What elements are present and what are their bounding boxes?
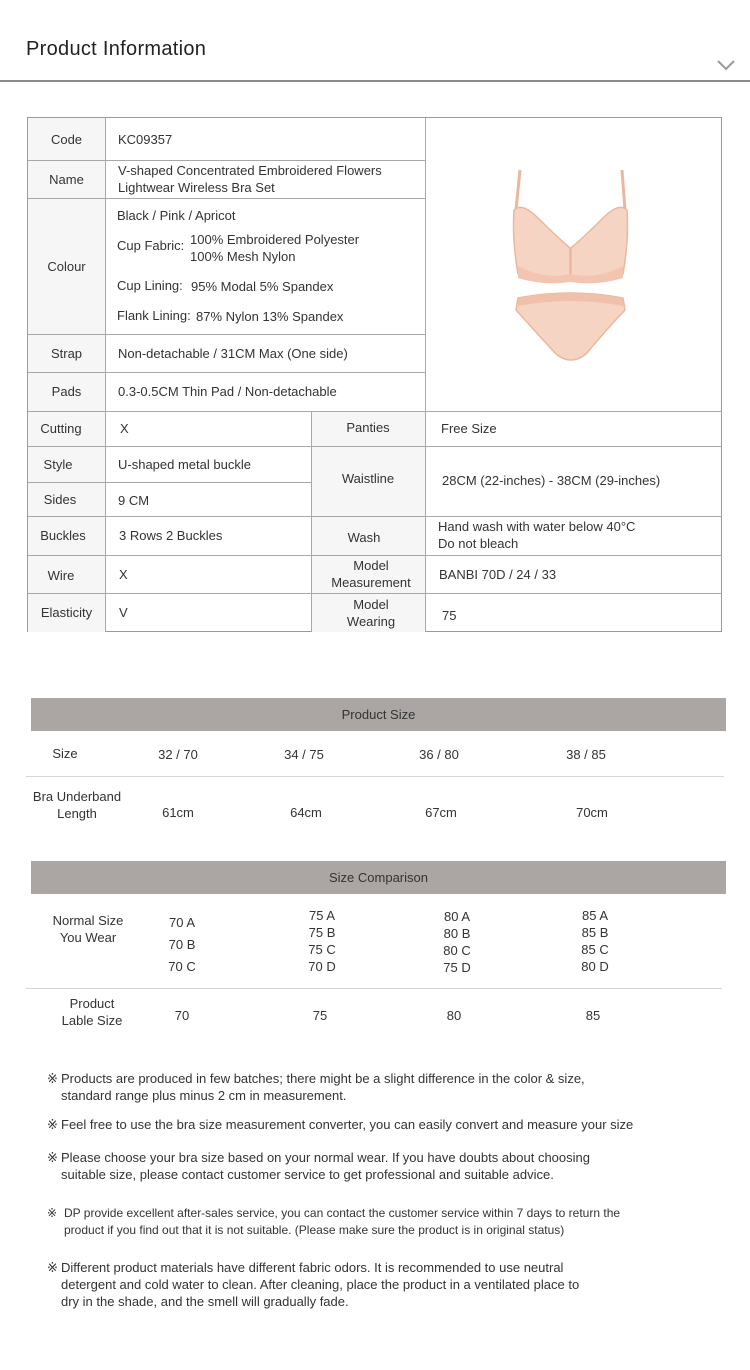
buckles-value: 3 Rows 2 Buckles: [119, 528, 223, 543]
pads-value: 0.3-0.5CM Thin Pad / Non-detachable: [118, 384, 337, 399]
underband-cell: 64cm: [290, 805, 322, 820]
size-cell: 34 / 75: [284, 747, 324, 762]
normal-size-col: 70 A 70 B 70 C: [168, 915, 196, 974]
size-label: Size: [52, 746, 78, 761]
code-value: KC09357: [118, 131, 173, 147]
cup-lining-label: Cup Lining:: [117, 278, 183, 293]
panties-value: Free Size: [441, 421, 497, 436]
underband-cell: 61cm: [162, 805, 194, 820]
product-info-table: [27, 117, 722, 632]
underband-cell: 67cm: [425, 805, 457, 820]
strap-label: Strap: [50, 345, 83, 361]
divider: [26, 988, 722, 989]
note-5: ※ Different product materials have different fabric odors. It is recommended to use neutral detergent and cold water to clean. After cleaning, place the product in a ventilated place to dry in the shade, and the smell will gradually fade.: [47, 1260, 580, 1309]
wash-value: Hand wash with water below 40°C Do not bleach: [438, 519, 636, 551]
normal-size-col: 75 A 75 B 75 C 70 D: [308, 908, 336, 974]
normal-size-col: 80 A 80 B 80 C 75 D: [443, 909, 471, 975]
size-cell: 38 / 85: [566, 747, 606, 762]
product-size-header: Product Size: [31, 698, 726, 731]
model-measurement-label: Model Measurement: [331, 558, 411, 590]
buckles-label: Buckles: [40, 528, 86, 543]
underband-cell: 70cm: [576, 805, 608, 820]
style-value: U-shaped metal buckle: [118, 456, 251, 472]
note-1: ※ Products are produced in few batches; there might be a slight difference in the color & size, standard range plus minus 2 cm in measurement.: [47, 1071, 585, 1103]
normal-size-col: 85 A 85 B 85 C 80 D: [581, 908, 609, 974]
waistline-label: Waistline: [341, 470, 395, 486]
wire-label: Wire: [47, 567, 75, 583]
wash-label: Wash: [347, 529, 381, 545]
product-image: [426, 118, 722, 411]
elasticity-value: V: [119, 605, 128, 620]
model-wearing-label: Model Wearing: [346, 597, 396, 629]
colours-value: Black / Pink / Apricot: [117, 208, 236, 223]
size-cell: 36 / 80: [419, 747, 459, 762]
sides-label: Sides: [43, 491, 77, 507]
label-size-cell: 70: [174, 1008, 190, 1023]
size-comparison-header: Size Comparison: [31, 861, 726, 894]
note-3: ※ Please choose your bra size based on your normal wear. If you have doubts about choosing suitable size, please contact customer service to get professional and suitable advice.: [47, 1150, 590, 1182]
flank-lining-label: Flank Lining:: [117, 308, 191, 323]
divider: [26, 776, 724, 777]
underband-label: Bra Underband Length: [32, 789, 122, 821]
cup-fabric-1: 100% Embroidered Polyester: [190, 232, 360, 247]
name-value: V-shaped Concentrated Embroidered Flowers Lightwear Wireless Bra Set: [118, 163, 382, 195]
pads-label: Pads: [51, 384, 82, 399]
model-wearing-value: 75: [442, 607, 457, 623]
header-divider: [0, 80, 750, 82]
colour-label: Colour: [47, 258, 86, 274]
label-size-cell: 80: [446, 1008, 462, 1023]
name-label: Name: [49, 171, 84, 187]
wire-value: X: [119, 566, 128, 582]
waistline-value: 28CM (22-inches) - 38CM (29-inches): [442, 472, 661, 488]
label-size-cell: 75: [312, 1008, 328, 1023]
cutting-label: Cutting: [40, 421, 82, 436]
cup-fabric-2: 100% Mesh Nylon: [190, 249, 296, 264]
note-4: ※ DP provide excellent after-sales service, you can contact the customer service within 7 days to return the product if you find out that it is not suitable. (Please make sure the product is in original status): [47, 1206, 621, 1237]
page-title: Product Information: [26, 38, 207, 60]
label-size-label: Product Lable Size: [61, 996, 123, 1028]
cup-lining-value: 95% Modal 5% Spandex: [191, 279, 334, 294]
cup-fabric-label: Cup Fabric:: [117, 238, 185, 253]
note-2: ※ Feel free to use the bra size measurement converter, you can easily convert and measure your size: [47, 1117, 634, 1132]
label-size-cell: 85: [585, 1008, 601, 1023]
cutting-value: X: [120, 421, 129, 436]
sides-value: 9 CM: [118, 492, 150, 508]
normal-size-label: Normal Size You Wear: [52, 913, 124, 945]
panties-label: Panties: [346, 420, 390, 435]
chevron-down-icon[interactable]: [716, 58, 736, 72]
model-measurement-value: BANBI 70D / 24 / 33: [439, 566, 557, 582]
size-cell: 32 / 70: [158, 747, 198, 762]
flank-lining-value: 87% Nylon 13% Spandex: [196, 309, 344, 324]
elasticity-label: Elasticity: [40, 605, 93, 620]
style-label: Style: [43, 456, 73, 472]
code-label: Code: [50, 131, 83, 147]
strap-value: Non-detachable / 31CM Max (One side): [118, 345, 348, 361]
